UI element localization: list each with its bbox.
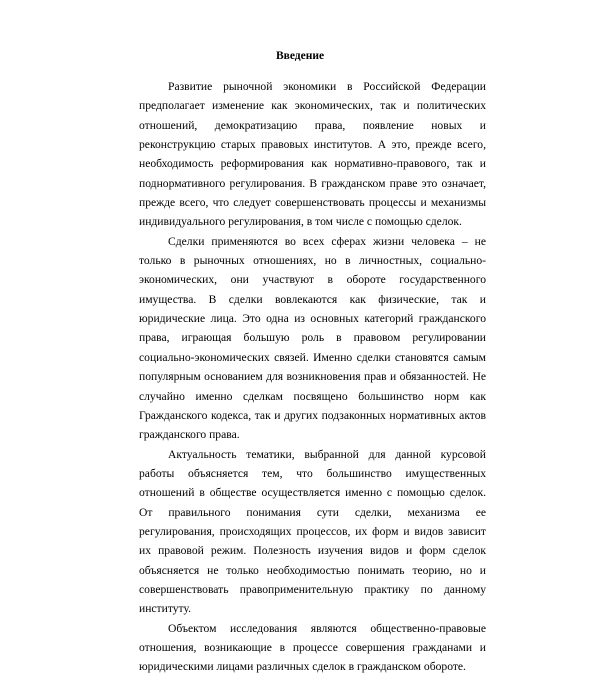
document-body [139, 77, 486, 677]
paragraph-intro-market-economy: Развитие рыночной экономики в Российской Федерации предполагает изменение как экономических, так и политических отношений, демократизацию права, появление новых и реконструкцию старых правовых институтов. А это, прежде всего, необходимость реформирования как нормативно-правового, так и поднормативного регулирования. В гражданском праве это означает, прежде всего, что следует совершенствовать процессы и механизмы индивидуального регулирования, в том числе с помощью сделок. [139, 80, 486, 229]
paragraph-transactions-spheres: Сделки применяются во всех сферах жизни человека – не только в рыночных отношениях, но в личностных, социально-экономических, они участвуют в обороте государственного имущества. В сделки вовлекаются как физические, так и юридические лица. Это одна из основных категорий гражданского права, играющая большую роль в правовом регулировании социально-экономических связей. Именно сделки становятся самым популярным основанием для возникновения прав и обязанностей. Не случайно именно сделкам посвящено большинство норм как Гражданского кодекса, так и других подзаконных нормативных актов гражданского права. [139, 234, 486, 442]
paragraph-research-object: Объектом исследования являются общественно-правовые отношения, возникающие в процессе совершения гражданами и юридическими лицами различных сделок в гражданском обороте. [139, 621, 486, 674]
paragraph-topic-relevance: Актуальность тематики, выбранной для данной курсовой работы объясняется тем, что большинство имущественных отношений в обществе осуществляется именно с помощью сделок. От правильного понимания сути сделки, механизма ее регулирования, происходящих процессов, их форм и видов зависит их правовой режим. Полезность изучения видов и форм сделок объясняется не только необходимостью понимать теорию, но и совершенствовать правоприменительную практику по данному институту. [139, 447, 486, 616]
document-title: Введение [275, 50, 325, 62]
